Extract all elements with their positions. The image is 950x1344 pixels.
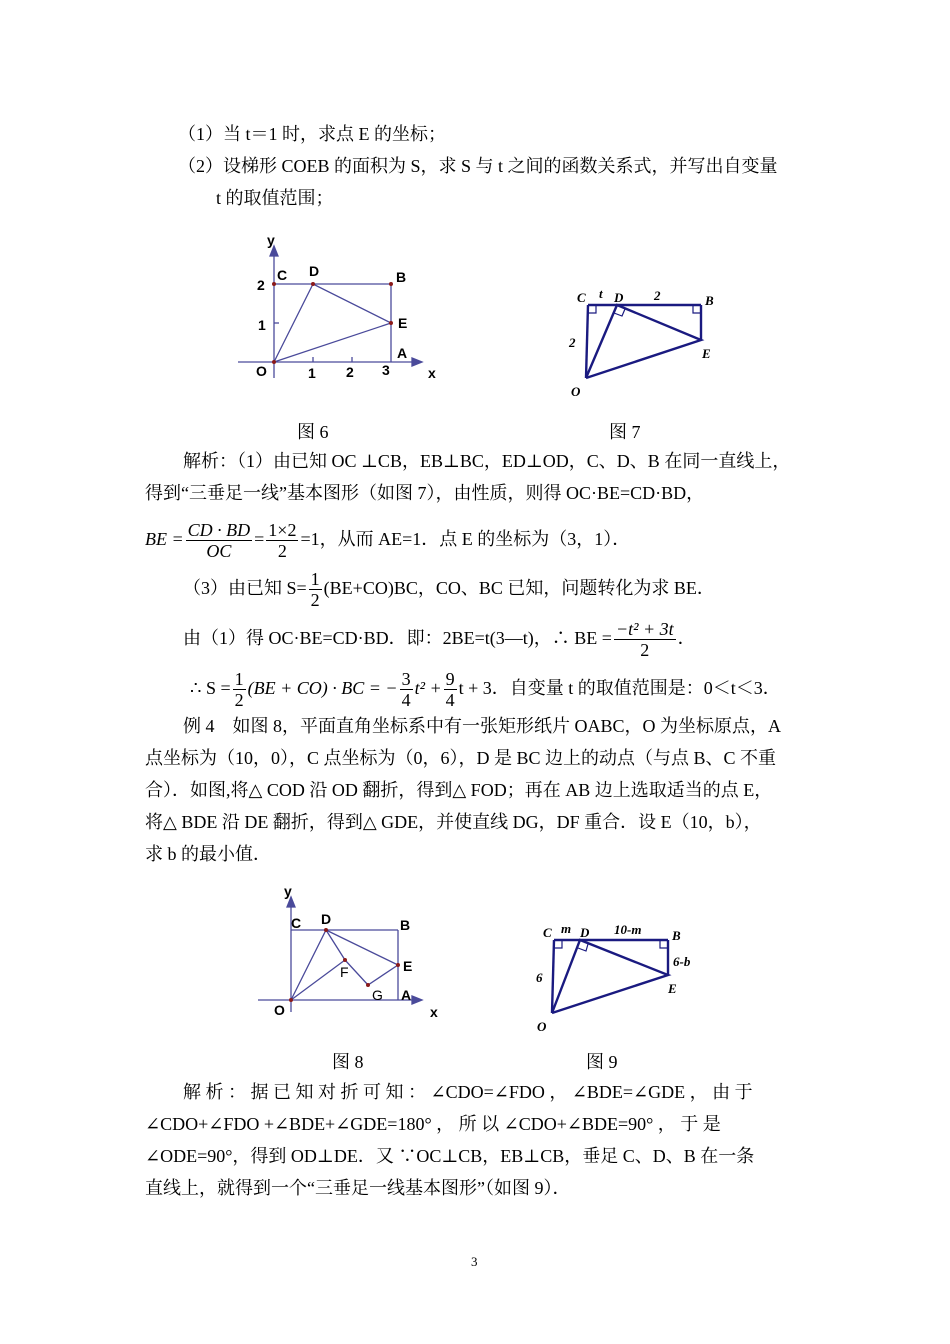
denominator: OC [206, 541, 232, 562]
fraction [233, 669, 246, 710]
fig8-y-label: y [284, 883, 292, 899]
fig7-label-d: D [614, 290, 624, 305]
fig6-tick-3: 3 [382, 362, 390, 378]
fig9-label-d: D [580, 925, 590, 940]
solution-4-line1: 解 析 ： 据 已 知 对 折 可 知 ： ∠CDO=∠FDO ， ∠BDE=∠GDE ， 由 于 [183, 1082, 753, 1102]
fig9-label-b: B [672, 928, 681, 943]
denominator: 2 [234, 690, 244, 711]
fig6-label-b: B [396, 269, 407, 285]
figure-9-caption: 图 9 [586, 1052, 618, 1072]
figure-8 [258, 897, 422, 1012]
fig8-label-g: G [372, 987, 383, 1003]
fig9-label-m: m [561, 921, 572, 936]
fig8-x-label: x [430, 1004, 438, 1020]
text: ． [677, 628, 696, 648]
page-number: 3 [471, 1254, 478, 1269]
fig9-label-6: 6 [536, 970, 543, 985]
fig6-tick-1: 1 [308, 365, 316, 381]
text: （3）由已知 S= [183, 578, 307, 598]
fraction [266, 520, 298, 561]
solution-3-line1 [183, 566, 715, 610]
fraction [309, 569, 322, 610]
fraction [444, 669, 457, 710]
solution-4-line2: ∠CDO+∠FDO +∠BDE+∠GDE=180° ， 所 以 ∠CDO+∠BDE=90° ， 于 是 [145, 1114, 721, 1134]
numerator: 1×2 [268, 520, 297, 541]
text: t² + [414, 678, 442, 698]
formula-lhs: BE = [145, 529, 184, 549]
text: (BE+CO)BC，CO、BC 已知，问题转化为求 BE． [323, 578, 715, 598]
figure-7-caption: 图 7 [609, 422, 641, 442]
figure-6-caption: 图 6 [297, 422, 329, 442]
question-1: （1）当 t＝1 时，求点 E 的坐标； [178, 124, 446, 144]
fig6-tick-2: 2 [346, 364, 354, 380]
example-4-line4: 将△ BDE 沿 DE 翻折，得到△ GDE，并使直线 DG，DF 重合．设 E（10，b）， [145, 812, 762, 832]
figure-6 [238, 246, 422, 378]
text: 由（1）得 OC·BE=CD·BD．即：2BE=t(3—t)，∴ BE = [183, 628, 612, 648]
figure-9 [552, 940, 668, 1013]
fig7-label-b: B [705, 293, 714, 308]
numerator: CD · BD [187, 520, 251, 541]
numerator: −t² + 3t [615, 619, 674, 640]
solution-4-line4: 直线上，就得到一个“三垂足一线基本图形”（如图 9）． [145, 1178, 571, 1198]
fig7-label-2-left: 2 [569, 335, 576, 350]
solution-4-line3: ∠ODE=90°，得到 OD⊥DE．又 ∵OC⊥CB，EB⊥CB，垂足 C、D、B 在一条 [145, 1146, 755, 1166]
solution-3-line2 [183, 616, 696, 660]
numerator: 3 [401, 669, 411, 690]
numerator: 1 [234, 669, 244, 690]
denominator: 4 [401, 690, 411, 711]
fig7-label-o: O [571, 384, 581, 399]
question-2-line1: （2）设梯形 COEB 的面积为 S，求 S 与 t 之间的函数关系式，并写出自变量 [178, 156, 778, 176]
figure-8-caption: 图 8 [332, 1052, 364, 1072]
question-2-line2: t 的取值范围； [216, 188, 334, 208]
text: (BE + CO) · BC = − [247, 678, 398, 698]
fig8-label-f: F [340, 964, 349, 980]
fraction [614, 619, 676, 660]
fig6-ytick-1: 1 [258, 317, 266, 333]
fig7-label-e: E [702, 346, 711, 361]
solution-3-line3 [190, 666, 781, 710]
example-4-line5: 求 b 的最小值． [145, 844, 271, 864]
denominator: 2 [310, 590, 320, 611]
denominator: 2 [277, 541, 287, 562]
fig6-label-d: D [309, 263, 320, 279]
fig9-label-6-b: 6-b [673, 954, 691, 969]
solution-1-line2: 得到“三垂足一线”基本图形（如图 7），由性质，则得 OC·BE=CD·BD， [145, 483, 705, 503]
fig6-label-a: A [397, 345, 408, 361]
fraction [186, 520, 253, 561]
numerator: 1 [310, 569, 320, 590]
fig8-label-a: A [401, 987, 412, 1003]
numerator: 9 [445, 669, 455, 690]
example-4-line3: 合）．如图,将△ COD 沿 OD 翻折，得到△ FOD；再在 AB 边上选取适当的点 E， [145, 780, 773, 800]
fig9-label-o: O [537, 1019, 547, 1034]
fig8-label-d: D [321, 911, 332, 927]
fig9-label-10-m: 10-m [614, 922, 642, 937]
fig8-label-o: O [274, 1002, 285, 1018]
fig9-label-c: C [543, 925, 552, 940]
example-4-line1: 例 4 如图 8，平面直角坐标系中有一张矩形纸片 OABC，O 为坐标原点，A [183, 716, 782, 736]
text: =1，从而 AE=1．点 E 的坐标为（3，1）． [300, 529, 631, 549]
fig9-label-e: E [668, 981, 677, 996]
fig6-label-o: O [256, 363, 267, 379]
fig6-y-label: y [267, 232, 275, 248]
denominator: 4 [445, 690, 455, 711]
fraction [400, 669, 413, 710]
solution-1-line3: BE = $\frac{CD \cdot BD}{OC}$ = $\frac{1\times 2}{2}$ =1，从而 AE=1．点 E 的坐标为（3，1）． [145, 520, 631, 562]
fig7-label-t: t [599, 286, 603, 301]
fig6-x-label: x [428, 365, 436, 381]
denominator: 2 [640, 640, 650, 661]
text: t + 3．自变量 t 的取值范围是：0＜t＜3． [458, 678, 781, 698]
solution-1-line1: 解析：（1）由已知 OC ⊥CB，EB⊥BC，ED⊥OD，C、D、B 在同一直线上， [183, 451, 791, 471]
figure-7 [586, 305, 701, 378]
fig8-label-b: B [400, 917, 411, 933]
fig7-label-2-top: 2 [654, 288, 661, 303]
fig8-label-e: E [403, 958, 413, 974]
fig6-label-c: C [277, 267, 288, 283]
fig8-label-c: C [291, 915, 302, 931]
fig6-label-e: E [398, 315, 408, 331]
fig7-label-c: C [577, 290, 586, 305]
example-4-line2: 点坐标为（10，0），C 点坐标为（0，6），D 是 BC 边上的动点（与点 B、C 不重 [145, 748, 777, 768]
text: ∴ S = [190, 678, 231, 698]
fig6-ytick-2: 2 [257, 277, 265, 293]
